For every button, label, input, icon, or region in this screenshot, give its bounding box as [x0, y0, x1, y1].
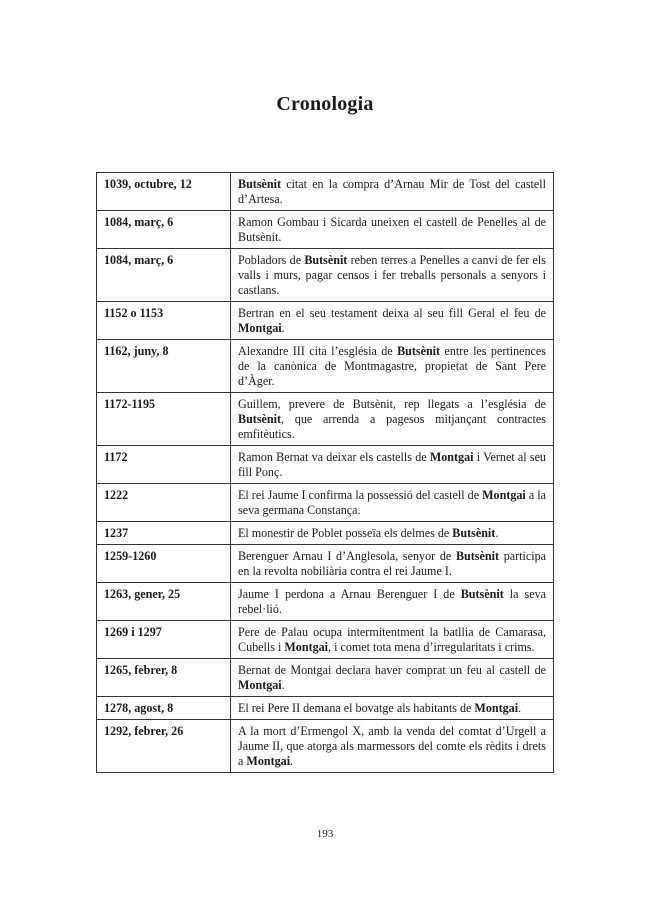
row-date: 1039, octubre, 12 [97, 173, 231, 211]
description-text: i Vernet al seu fill Ponç. [238, 450, 546, 479]
table-row [97, 211, 554, 249]
description-text: a la seva germana Constança. [238, 488, 546, 517]
page-title: Cronologia [276, 93, 374, 115]
description-text: A la mort d’Ermengol X, amb la venda del comtat d’Urgell a Jaume II, que atorga als marmessors del comte els rèdits i drets a [238, 724, 546, 768]
row-description [231, 446, 554, 484]
row-description [231, 659, 554, 697]
table-row [97, 340, 554, 393]
description-text: . [281, 678, 285, 692]
row-description [231, 302, 554, 340]
description-text: reben terres a Penelles a canvi de fer els valls i murs, pagar censos i fer treballs personals a senyors i castlans. [238, 253, 546, 297]
row-description [231, 340, 554, 393]
description-text: la seva rebel·lió. [238, 587, 546, 616]
highlighted-place-name: Montgai [429, 450, 474, 464]
row-description [231, 249, 554, 302]
description-text: participa en la revolta nobiliària contra el rei Jaume I. [238, 549, 546, 578]
description-text: Ramon Bernat va deixar els castells de [238, 450, 430, 464]
description-text: entre les pertinences de la canònica de Montmagastre, propietat de Sant Pere d’Àger. [238, 344, 546, 388]
table-row [97, 249, 554, 302]
row-date: 1278, agost, 8 [97, 697, 231, 720]
row-date: 1237 [97, 522, 231, 545]
description-text: . [290, 754, 294, 768]
description-text: Bernat de Montgai declara haver comprat un feu al castell de [238, 663, 546, 677]
row-description [231, 697, 554, 720]
table-row [97, 173, 554, 211]
row-date: 1269 i 1297 [97, 621, 231, 659]
row-description [231, 545, 554, 583]
highlighted-place-name: Butsènit [304, 253, 348, 267]
description-text: , i comet tota mena d’irregularitats i crims. [328, 640, 535, 654]
table-row [97, 522, 554, 545]
description-text: Ramon Gombau i Sicarda uneixen el castell de Penelles al de Butsènit. [238, 215, 546, 244]
highlighted-place-name: Montgai [238, 678, 282, 692]
table-row [97, 393, 554, 446]
description-text: El rei Jaume I confirma la possessió del castell de [238, 488, 483, 502]
highlighted-place-name: Montgai [246, 754, 291, 768]
highlighted-place-name: Montgai [284, 640, 329, 654]
row-date: 1084, març, 6 [97, 211, 231, 249]
description-text: citat en la compra d’Arnau Mir de Tost del castell d’Artesa. [238, 177, 546, 206]
row-date: 1292, febrer, 26 [97, 720, 231, 773]
row-date: 1222 [97, 484, 231, 522]
highlighted-place-name: Butsènit [452, 526, 496, 540]
row-description [231, 621, 554, 659]
chronology-table-body [97, 173, 554, 773]
description-text: Bertran en el seu testament deixa al seu fill Geral el feu de [238, 306, 546, 320]
description-text: , que arrenda a pagesos mitjançant contractes emfitèutics. [238, 412, 546, 441]
row-description [231, 393, 554, 446]
row-date: 1172 [97, 446, 231, 484]
description-text: Jaume I perdona a Arnau Berenguer I de [238, 587, 461, 601]
description-text: . [518, 701, 522, 715]
row-description [231, 583, 554, 621]
row-description [231, 720, 554, 773]
table-row [97, 302, 554, 340]
row-date: 1084, març, 6 [97, 249, 231, 302]
table-row [97, 446, 554, 484]
row-description [231, 484, 554, 522]
row-date: 1265, febrer, 8 [97, 659, 231, 697]
highlighted-place-name: Butsènit [238, 412, 282, 426]
table-row [97, 621, 554, 659]
table-row [97, 720, 554, 773]
table-row [97, 545, 554, 583]
description-text: El monestir de Poblet posseïa els delmes de [238, 526, 453, 540]
row-description [231, 211, 554, 249]
description-text: . [281, 321, 285, 335]
highlighted-place-name: Butsènit [455, 549, 499, 563]
row-date: 1152 o 1153 [97, 302, 231, 340]
description-text: Pobladors de [238, 253, 305, 267]
highlighted-place-name: Montgai [474, 701, 519, 715]
description-text: . [495, 526, 499, 540]
description-text: Pere de Palau ocupa intermitentment la batllia de Camarasa, Cubells i [238, 625, 546, 654]
table-row [97, 697, 554, 720]
page-number: 193 [316, 828, 334, 840]
highlighted-place-name: Butsènit [397, 344, 441, 358]
highlighted-place-name: Montgai [482, 488, 526, 502]
row-date: 1263, gener, 25 [97, 583, 231, 621]
row-date: 1162, juny, 8 [97, 340, 231, 393]
row-date: 1259-1260 [97, 545, 231, 583]
row-description [231, 173, 554, 211]
description-text: El rei Pere II demana el bovatge als habitants de [238, 701, 475, 715]
table-row [97, 659, 554, 697]
table-row [97, 583, 554, 621]
chronology-table [96, 172, 554, 773]
table-row [97, 484, 554, 522]
description-text: Guillem, prevere de Butsènit, rep llegats a l’església de [238, 397, 546, 411]
description-text: Berenguer Arnau I d’Anglesola, senyor de [238, 549, 456, 563]
highlighted-place-name: Montgai [238, 321, 282, 335]
highlighted-place-name: Butsènit [460, 587, 504, 601]
highlighted-place-name: Butsènit [238, 177, 282, 191]
row-date: 1172-1195 [97, 393, 231, 446]
row-description [231, 522, 554, 545]
description-text: Alexandre III cita l’església de [238, 344, 398, 358]
